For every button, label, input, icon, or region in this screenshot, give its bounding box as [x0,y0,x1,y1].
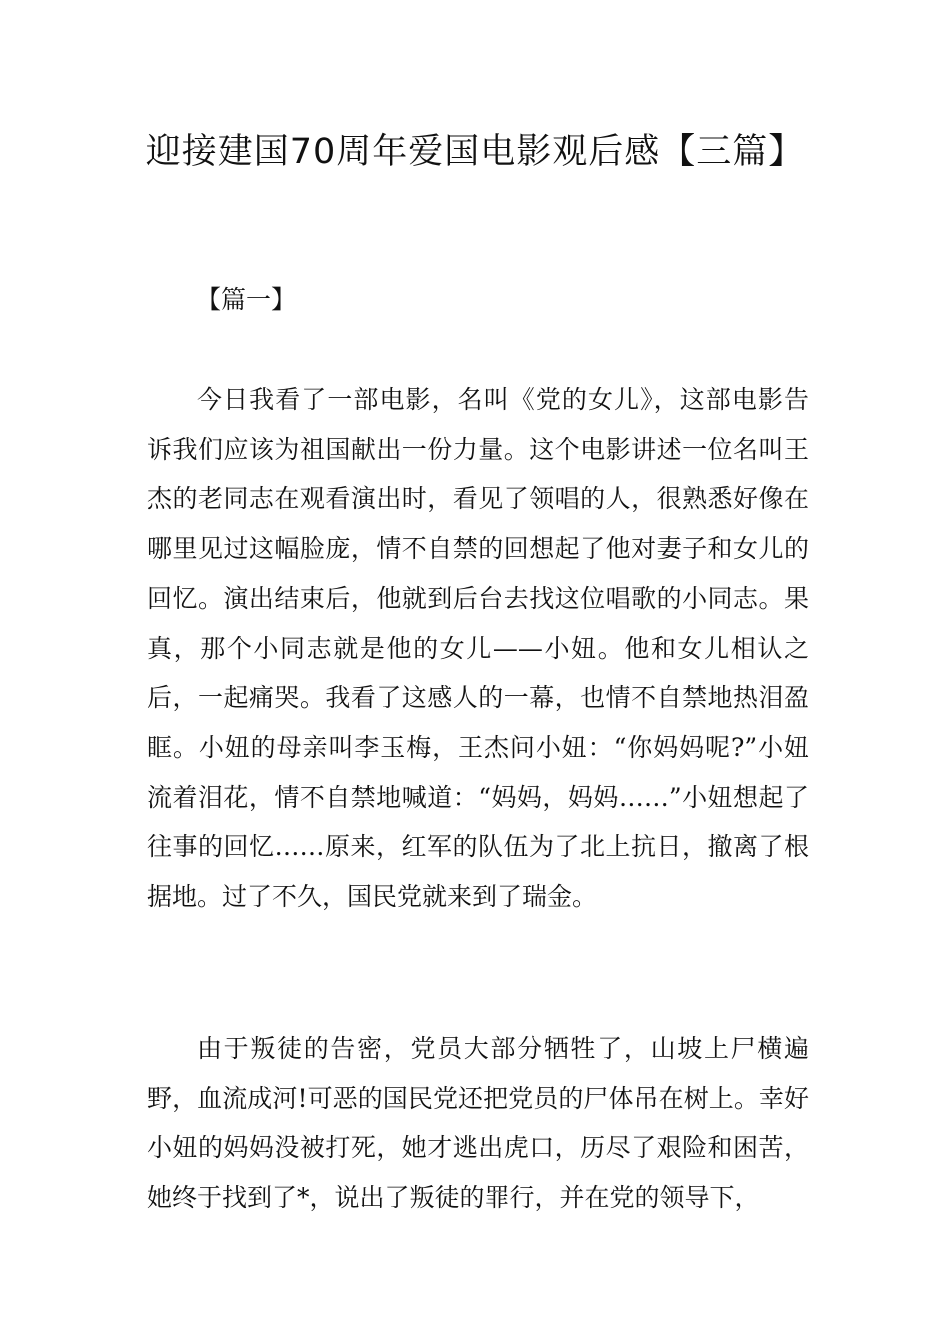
paragraph-1: 今日我看了一部电影，名叫《党的女儿》，这部电影告诉我们应该为祖国献出一份力量。这个电影讲述一位名叫王杰的老同志在观看演出时，看见了领唱的人，很熟悉好像在哪里见过这幅脸庞，情不自禁的回想起了他对妻子和女儿的回忆。演出结束后，他就到后台去找这位唱歌的小同志。果真，那个小同志就是他的女儿——小妞。他和女儿相认之后，一起痛哭。我看了这感人的一幕，也情不自禁地热泪盈眶。小妞的母亲叫李玉梅，王杰问小妞：“你妈妈呢?”小妞流着泪花，情不自禁地喊道：“妈妈，妈妈……”小妞想起了往事的回忆……原来，红军的队伍为了北上抗日，撤离了根据地。过了不久，国民党就来到了瑞金。 [147,385,809,912]
section-heading: 【篇一】 [196,285,297,314]
paragraph-2: 由于叛徒的告密，党员大部分牺牲了，山坡上尸横遍野，血流成河!可恶的国民党还把党员的尸体吊在树上。幸好小妞的妈妈没被打死，她才逃出虎口，历尽了艰险和困苦，她终于找到了*，说出了叛徒的罪行，并在党的领导下， [147,1034,809,1213]
document-title: 迎接建国70周年爱国电影观后感【三篇】 [145,132,805,172]
